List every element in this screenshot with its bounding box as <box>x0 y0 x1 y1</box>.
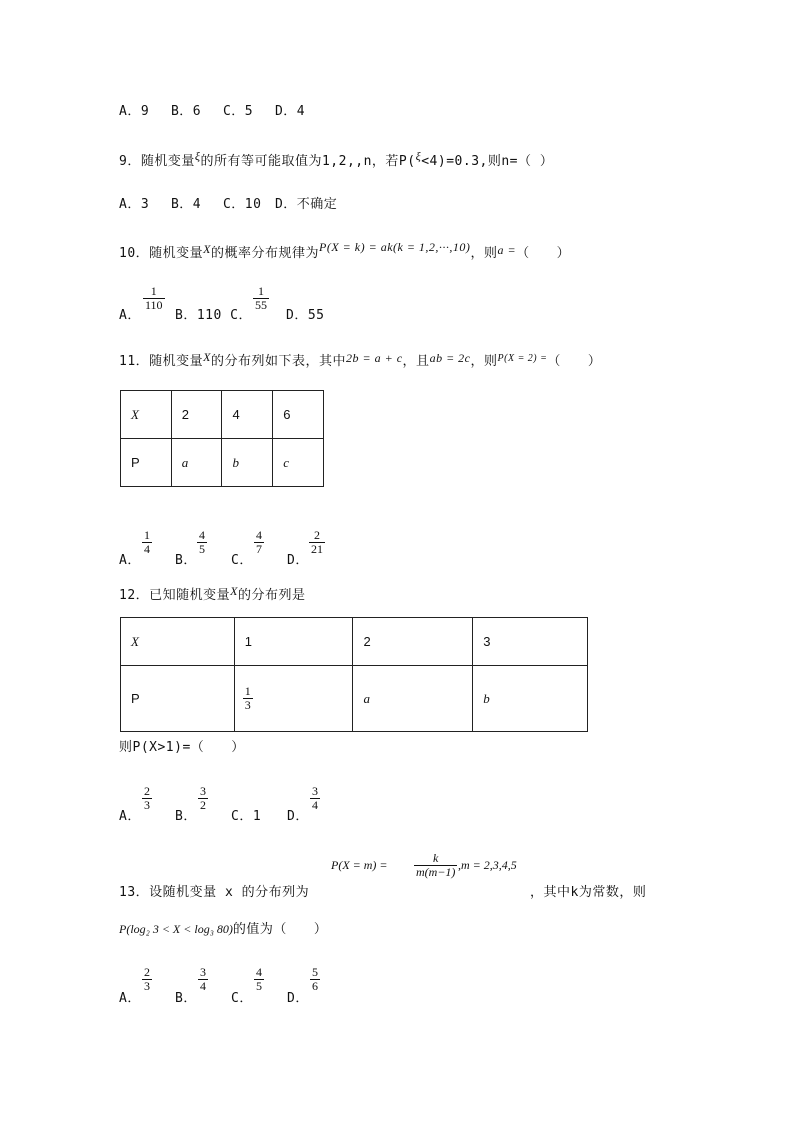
q11-opt-a-label: A． <box>119 553 141 568</box>
q12-opt-b-den: 2 <box>200 798 206 812</box>
q10-opt-c-num: 1 <box>253 285 269 299</box>
q13-opt-c-num: 4 <box>256 965 262 979</box>
q12-opt-b-label: B． <box>175 809 197 824</box>
q12-cell: 2 <box>353 618 473 666</box>
q10-mid: 的概率分布规律为 <box>211 246 320 261</box>
q11-cell-c: c <box>283 454 289 470</box>
q11-var: X <box>203 350 211 364</box>
q11-post: ，则 <box>470 354 498 369</box>
q11-opt-a-fraction <box>142 529 152 556</box>
q12-opt-a-den: 3 <box>144 798 150 812</box>
q12-cell-p1-num: 1 <box>244 684 251 698</box>
q10-opt-a-den: 110 <box>145 298 163 312</box>
q11-pre: 11．随机变量 <box>119 354 204 369</box>
q11-cell <box>121 391 172 439</box>
q11-opt-d-fraction <box>309 529 325 556</box>
q12-opt-d-label: D． <box>287 809 309 824</box>
q9-xi: ξ <box>194 149 201 163</box>
q11-cell-b: b <box>232 454 239 470</box>
q12-opt-d-num: 3 <box>312 784 318 798</box>
q10-opt-c-fraction <box>253 285 269 312</box>
q11-cell: 2 <box>171 391 222 439</box>
q10-a-var: a = <box>497 243 517 257</box>
q12-opt-d-fraction <box>310 785 320 812</box>
q9-pre: 9．随机变量 <box>119 154 195 169</box>
q13-opt-d-label: D． <box>287 991 309 1006</box>
q12-opt-b-num: 3 <box>200 784 206 798</box>
q10-opt-a-label: A． <box>119 308 141 323</box>
q11-opt-c-num: 4 <box>256 528 262 542</box>
q11-table <box>120 390 324 487</box>
q13-pre: 13．设随机变量 x 的分布列为 <box>119 885 310 900</box>
q12-opt-d-den: 4 <box>312 798 318 812</box>
q13-opt-a-label: A． <box>119 991 141 1006</box>
q13-formula-fraction <box>414 852 457 879</box>
q13-formula-left: P(X = m) = <box>331 858 388 872</box>
q11-cond2: ab = 2c <box>429 351 471 365</box>
q11-cell: 6 <box>273 391 324 439</box>
q12-cell-b: b <box>483 690 490 706</box>
q12-opt-a-label: A． <box>119 809 141 824</box>
q10-stem <box>119 242 570 261</box>
q11-opt-b-fraction <box>197 529 207 556</box>
q11-cell: 4 <box>222 391 273 439</box>
q10-pre: 10．随机变量 <box>119 246 204 261</box>
q12-opt-a-num: 2 <box>144 784 150 798</box>
q13-opt-c-den: 5 <box>256 979 262 993</box>
q11-cell <box>273 439 324 487</box>
q12-var: X <box>230 584 238 598</box>
q13-opt-a-num: 2 <box>144 965 150 979</box>
q11-cell-a: a <box>181 454 189 470</box>
q11-cell: P <box>121 439 172 487</box>
q12-stem <box>119 584 306 603</box>
q13-opt-b-den: 4 <box>200 979 206 993</box>
q13-opt-c-fraction <box>254 966 264 993</box>
q11-opt-d-num: 2 <box>309 529 325 543</box>
q12-cell <box>121 618 235 666</box>
q11-ask: P(X = 2) = <box>497 353 548 364</box>
q12-cell: 1 <box>234 618 353 666</box>
q13-formula-num: k <box>414 852 457 866</box>
q9-stem <box>119 150 553 169</box>
q13-opt-a-den: 3 <box>144 979 150 993</box>
q9-options: A．3 B．4 C．10 D．不确定 <box>119 197 338 212</box>
q10-var: X <box>203 242 211 256</box>
q11-cond1: 2b = a + c <box>346 351 403 365</box>
q13-post: ，其中k为常数，则 <box>530 885 647 900</box>
q11-cell <box>222 439 273 487</box>
q11-cell-x: X <box>131 406 139 422</box>
q11-opt-d-den: 21 <box>311 542 323 556</box>
q11-cell <box>171 439 222 487</box>
q11-opt-a-num: 1 <box>144 528 150 542</box>
q12-cell-p1-fraction <box>243 685 253 712</box>
q11-opt-b-label: B． <box>175 553 197 568</box>
q11-opt-a-den: 4 <box>144 542 150 556</box>
q11-paren: （ ） <box>547 354 602 369</box>
q12-table-row-p <box>121 666 588 732</box>
q10-opt-d: D．55 <box>286 308 325 323</box>
q10-opt-c-den: 55 <box>255 298 267 312</box>
q13-opt-b-num: 3 <box>200 965 206 979</box>
q8-options: A．9 B．6 C．5 D．4 <box>119 104 306 119</box>
q10-paren: （ ） <box>516 246 571 261</box>
q12-ask: 则P(X>1)=（ ） <box>119 740 245 755</box>
q12-cell: 3 <box>473 618 588 666</box>
q13-formula-right: ,m = 2,3,4,5 <box>458 858 517 872</box>
q12-cell-a: a <box>363 690 370 706</box>
q11-opt-c-fraction <box>254 529 264 556</box>
q11-table-row-p <box>121 439 324 487</box>
q13-opt-b-fraction <box>198 966 208 993</box>
q11-opt-c-den: 7 <box>256 542 262 556</box>
q12-opt-c: C．1 <box>231 809 262 824</box>
q11-opt-c-label: C． <box>231 553 253 568</box>
q10-formula: P(X = k) = ak(k = 1,2,···,10) <box>319 240 471 254</box>
q13-opt-d-den: 6 <box>312 979 318 993</box>
q11-opt-d-label: D． <box>287 553 309 568</box>
q11-stem <box>119 350 601 369</box>
q12-cell <box>473 666 588 732</box>
q9-post: <4)=0.3,则n=（ ） <box>421 154 554 169</box>
q12-post: 的分布列是 <box>238 588 306 603</box>
q12-cell-x: X <box>131 633 139 649</box>
q12-table <box>120 617 588 732</box>
q10-opt-a-fraction <box>143 285 165 312</box>
q12-cell <box>234 666 353 732</box>
q13-ask-line <box>119 918 327 937</box>
q11-opt-b-den: 5 <box>199 542 205 556</box>
q11-mid: 的分布列如下表，其中 <box>211 354 347 369</box>
q12-table-row-x <box>121 618 588 666</box>
q12-cell <box>353 666 473 732</box>
q9-xi2: ξ <box>415 149 422 163</box>
q9-mid: 的所有等可能取值为1,2,,n，若P( <box>200 154 416 169</box>
q13-opt-b-label: B． <box>175 991 197 1006</box>
q13-opt-d-num: 5 <box>312 965 318 979</box>
q10-opt-a-num: 1 <box>143 285 165 299</box>
q12-pre: 12．已知随机变量 <box>119 588 231 603</box>
q11-table-row-x <box>121 391 324 439</box>
q13-ask-post: 的值为（ ） <box>232 922 328 937</box>
q13-opt-d-fraction <box>310 966 320 993</box>
q13-ask-formula: P(log₂ 3 < X < log₃ 80) <box>119 922 233 936</box>
q10-post: ，则 <box>470 246 498 261</box>
q13-opt-a-fraction <box>142 966 152 993</box>
q12-cell: P <box>121 666 235 732</box>
q12-cell-p1-den: 3 <box>244 698 251 712</box>
q12-opt-b-fraction <box>198 785 208 812</box>
q11-opt-b-num: 4 <box>199 528 205 542</box>
q13-opt-c-label: C． <box>231 991 253 1006</box>
q12-opt-a-fraction <box>142 785 152 812</box>
q13-formula-den: m(m−1) <box>416 865 456 879</box>
q11-sep: ，且 <box>402 354 430 369</box>
q10-opt-b: B．110 C． <box>175 308 252 323</box>
